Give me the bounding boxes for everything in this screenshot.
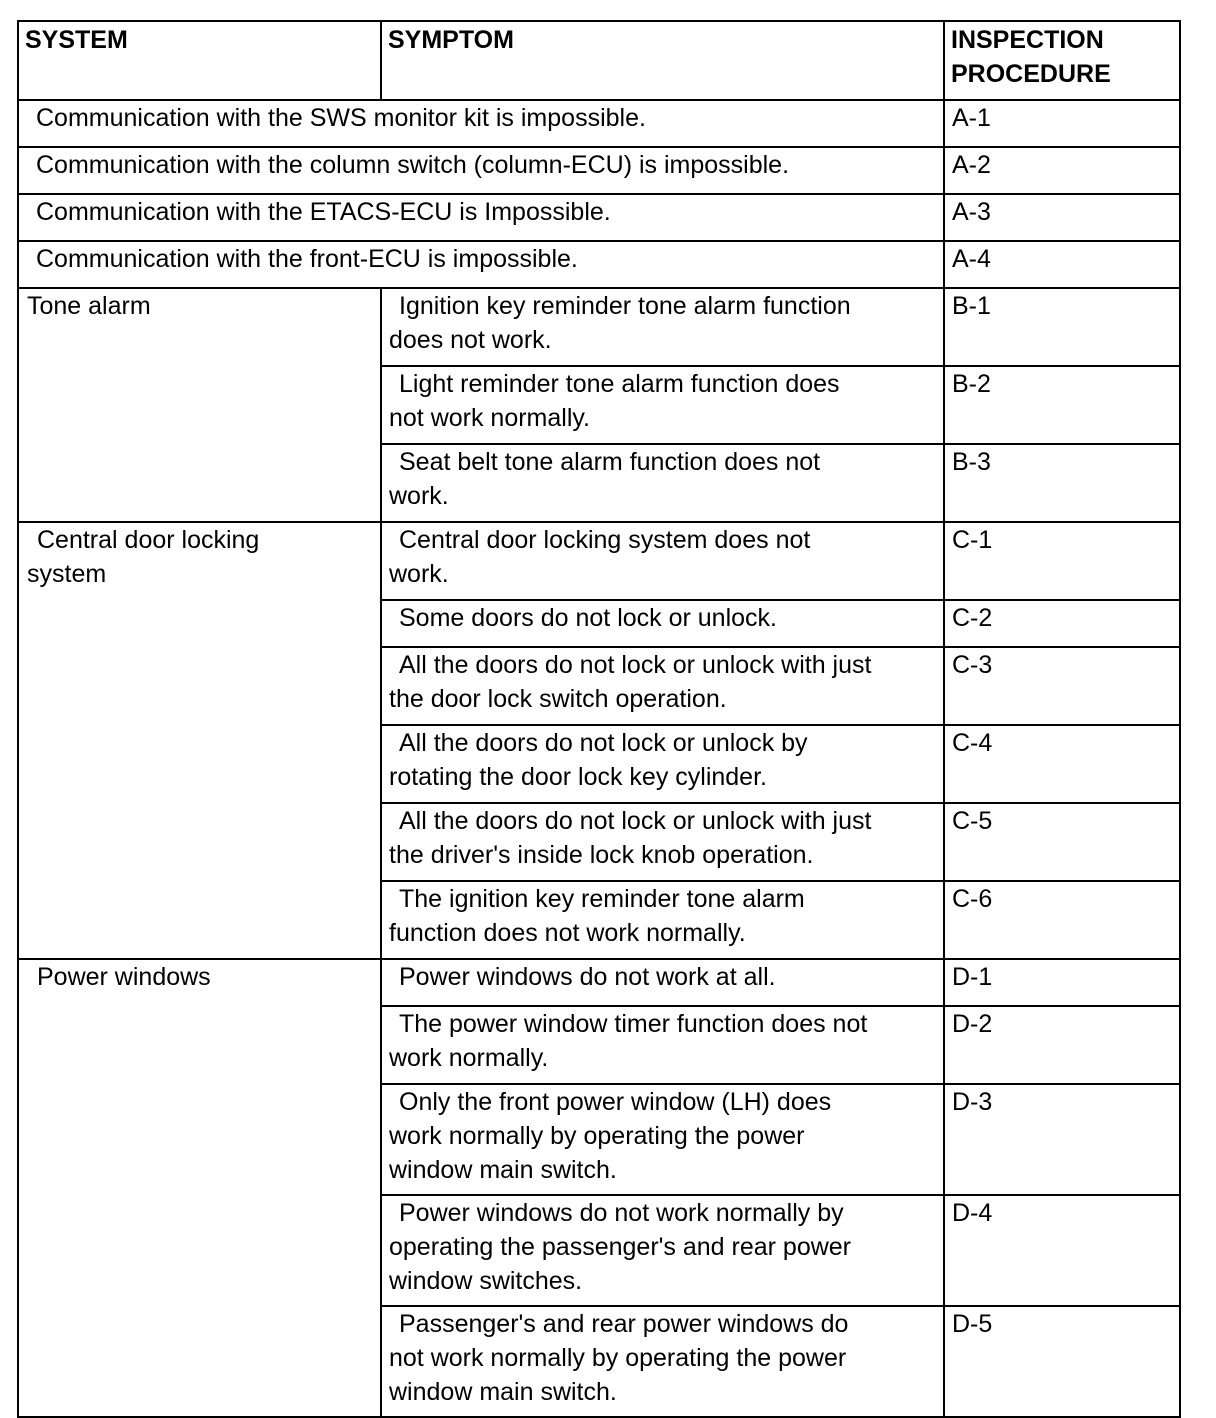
symptom-cell: Light reminder tone alarm function does not work normally. xyxy=(381,366,944,444)
table-row xyxy=(18,100,1180,147)
symptom-cell: Seat belt tone alarm function does not work. xyxy=(381,444,944,522)
table-row xyxy=(18,959,1180,1006)
table-row xyxy=(18,522,1180,600)
procedure-cell: A-2 xyxy=(944,147,1180,194)
table-row xyxy=(18,194,1180,241)
procedure-cell: D-4 xyxy=(944,1195,1180,1306)
procedure-cell: C-1 xyxy=(944,522,1180,600)
header-symptom: SYMPTOM xyxy=(381,21,944,100)
procedure-cell: C-3 xyxy=(944,647,1180,725)
symptom-cell: Power windows do not work normally by operating the passenger's and rear power window switches. xyxy=(381,1195,944,1306)
procedure-cell: A-3 xyxy=(944,194,1180,241)
procedure-cell: A-4 xyxy=(944,241,1180,288)
procedure-cell: A-1 xyxy=(944,100,1180,147)
symptom-cell: Communication with the SWS monitor kit is impossible. xyxy=(18,100,944,147)
header-row xyxy=(18,21,1180,100)
symptom-cell: Communication with the front-ECU is impossible. xyxy=(18,241,944,288)
symptom-cell: Central door locking system does not work. xyxy=(381,522,944,600)
system-cell-tone-alarm: Tone alarm xyxy=(18,288,381,522)
procedure-cell: D-1 xyxy=(944,959,1180,1006)
procedure-cell: D-3 xyxy=(944,1084,1180,1195)
symptom-cell: Power windows do not work at all. xyxy=(381,959,944,1006)
symptom-cell: The power window timer function does not work normally. xyxy=(381,1006,944,1084)
header-procedure: INSPECTION PROCEDURE xyxy=(944,21,1180,100)
symptom-cell: Communication with the column switch (column-ECU) is impossible. xyxy=(18,147,944,194)
procedure-cell: B-2 xyxy=(944,366,1180,444)
procedure-cell: B-3 xyxy=(944,444,1180,522)
procedure-cell: C-2 xyxy=(944,600,1180,647)
table-row xyxy=(18,288,1180,366)
table-row xyxy=(18,241,1180,288)
procedure-cell: C-5 xyxy=(944,803,1180,881)
symptom-cell: All the doors do not lock or unlock with just the driver's inside lock knob operation. xyxy=(381,803,944,881)
table-row xyxy=(18,147,1180,194)
symptom-table xyxy=(17,20,1181,1418)
procedure-cell: C-4 xyxy=(944,725,1180,803)
procedure-cell: D-2 xyxy=(944,1006,1180,1084)
symptom-cell: All the doors do not lock or unlock with just the door lock switch operation. xyxy=(381,647,944,725)
system-cell-power-windows: Power windows xyxy=(18,959,381,1417)
symptom-cell: Some doors do not lock or unlock. xyxy=(381,600,944,647)
symptom-cell: Ignition key reminder tone alarm function does not work. xyxy=(381,288,944,366)
symptom-cell: All the doors do not lock or unlock by rotating the door lock key cylinder. xyxy=(381,725,944,803)
procedure-cell: D-5 xyxy=(944,1306,1180,1417)
procedure-cell: B-1 xyxy=(944,288,1180,366)
symptom-cell: The ignition key reminder tone alarm function does not work normally. xyxy=(381,881,944,959)
system-cell-central-door-locking: Central door locking system xyxy=(18,522,381,959)
header-system: SYSTEM xyxy=(18,21,381,100)
symptom-cell: Communication with the ETACS-ECU is Impossible. xyxy=(18,194,944,241)
procedure-cell: C-6 xyxy=(944,881,1180,959)
symptom-cell: Only the front power window (LH) does work normally by operating the power window main switch. xyxy=(381,1084,944,1195)
symptom-cell: Passenger's and rear power windows do not work normally by operating the power window main switch. xyxy=(381,1306,944,1417)
